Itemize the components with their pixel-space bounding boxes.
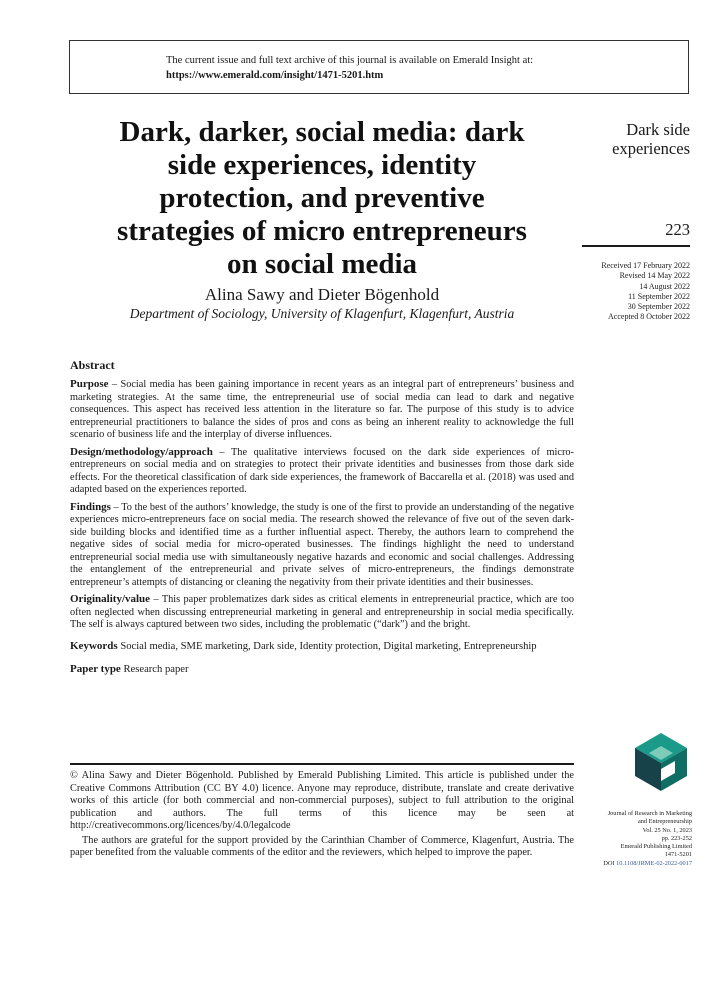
journal-info-line: Journal of Research in Marketing	[607, 810, 692, 817]
date-line: Received 17 February 2022	[601, 261, 690, 270]
doi-line	[560, 860, 692, 868]
running-title-line: experiences	[612, 139, 690, 158]
findings-text: – To the best of the authors’ knowledge, the study is one of the first to provide an understanding of the negative experiences micro-entrepreneurs face on social media. The research showed the relevance of five out of the seven dark-side building blocks and identified time as a further influential aspect. Thereby, the authors learn to comprehend the negative sides of social media for micro-operated businesses. The findings highlight the need to understand entrepreneurial social media use with simultaneously negative hazards and economic and social challenges. Addressing the entanglement of the entrepreneurial and private selves of micro-entrepreneurs, the findings demonstrate entrepreneur’s attempts of distancing or cleaning the negativity from their private identities and their businesses.	[70, 501, 574, 588]
abstract-purpose	[70, 378, 574, 442]
emerald-logo-icon	[631, 731, 691, 793]
journal-info-line: pp. 223-252	[661, 834, 692, 842]
paper-type-label: Paper type	[70, 662, 121, 675]
journal-info-line: and Entrepreneurship	[637, 818, 692, 826]
journal-info-line: Vol. 25 No. 1, 2023	[642, 826, 692, 834]
side-divider	[582, 245, 690, 247]
copyright-license: © Alina Sawy and Dieter Bögenhold. Published by Emerald Publishing Limited. This article is published under the Creative Commons Attribution (CC BY 4.0) licence. Anyone may reproduce, distribute, translate and create derivative works of this article (for both commercial and non-commercial purposes), subject to full attribution to the original publication and authors. The full terms of this licence may be seen at http://creativecommons.org/licences/by/4.0/legalcode	[70, 770, 574, 831]
originality-text: – This paper problematizes dark sides as critical elements in entrepreneurial practice, which are too often neglected when discussing entrepreneurial marketing in general and entrepreneurship in social media specifically. The self is always captured between two sides, including the problematic (“dark”) and the bright.	[70, 594, 574, 630]
paper-type	[70, 663, 574, 677]
keywords-text: Social media, SME marketing, Dark side, Identity protection, Digital marketing, Entrepreneurship	[117, 640, 537, 652]
date-line: 11 September 2022	[628, 291, 690, 301]
article-title	[70, 116, 574, 281]
journal-info	[560, 810, 692, 868]
doi-link[interactable]: 10.1108/JRME-02-2022-0017	[616, 859, 692, 867]
keywords	[70, 640, 574, 653]
abstract-heading: Abstract	[70, 358, 115, 372]
copyright-section	[70, 770, 574, 860]
purpose-text: – Social media has been gaining importance in recent years as an integral part of entrepreneurs’ business and marketing strategies. At the same time, the entrepreneurial use of social media can lead to dark and negative consequences. This aspect has received less attention in the literature so far. The purpose of this study is to advice entrepreneurial practitioners to balance the sides of pros and cons as being an inherent reality to acknowledge the full scenario of business life and the interplay of diverse influences.	[70, 379, 574, 440]
title-line: strategies of micro entrepreneurs	[117, 215, 527, 247]
acknowledgements: The authors are grateful for the support provided by the Carinthian Chamber of Commerce, Klagenfurt, Austria. The paper benefited from the valuable comments of the editor and the reviewers, which helped to improve the paper.	[70, 834, 574, 858]
title-line: side experiences, identity	[167, 149, 477, 181]
abstract-originality	[70, 593, 574, 632]
author-affiliation: Department of Sociology, University of Klagenfurt, Klagenfurt, Austria	[129, 306, 515, 321]
date-line: 30 September 2022	[627, 302, 690, 312]
doi-label: DOI	[603, 859, 615, 867]
notice-text: The current issue and full text archive of this journal is available on Emerald Insight at:	[166, 55, 534, 66]
journal-info-line: 1471-5201	[664, 851, 692, 859]
findings-label: Findings	[70, 500, 111, 513]
page-number: 223	[665, 220, 690, 239]
copyright-top-rule	[70, 763, 574, 765]
journal-access-notice	[69, 40, 689, 94]
design-text: – The qualitative interviews focused on the dark side experiences of micro-entrepreneurs on social media and on strategies to protect their private identities and businesses from those dark side effects. For the theoretical classification of dark side experiences, the framework of Baccarella et al. (2018) was used and adapted based on the experiences reported.	[70, 446, 574, 495]
article-authors: Alina Sawy and Dieter Bögenhold	[204, 285, 440, 304]
date-line: 14 August 2022	[639, 281, 690, 291]
date-line: Revised 14 May 2022	[619, 271, 690, 281]
date-line: Accepted 8 October 2022	[608, 312, 690, 322]
journal-info-line: Emerald Publishing Limited	[620, 843, 692, 851]
abstract-section	[70, 358, 574, 676]
title-line: Dark, darker, social media: dark	[119, 116, 525, 148]
purpose-label: Purpose	[70, 378, 109, 390]
keywords-label: Keywords	[70, 639, 118, 652]
design-label: Design/methodology/approach	[70, 445, 213, 458]
abstract-findings	[70, 501, 574, 590]
running-title	[590, 120, 690, 158]
abstract-design	[70, 446, 574, 497]
title-line: protection, and preventive	[159, 182, 485, 214]
title-line: on social media	[226, 248, 418, 280]
submission-dates	[560, 261, 690, 323]
running-title-line: Dark side	[626, 120, 690, 139]
originality-label: Originality/value	[70, 593, 151, 605]
paper-type-text: Research paper	[120, 663, 189, 675]
journal-url-link[interactable]: https://www.emerald.com/insight/1471-5201.htm	[166, 70, 384, 81]
